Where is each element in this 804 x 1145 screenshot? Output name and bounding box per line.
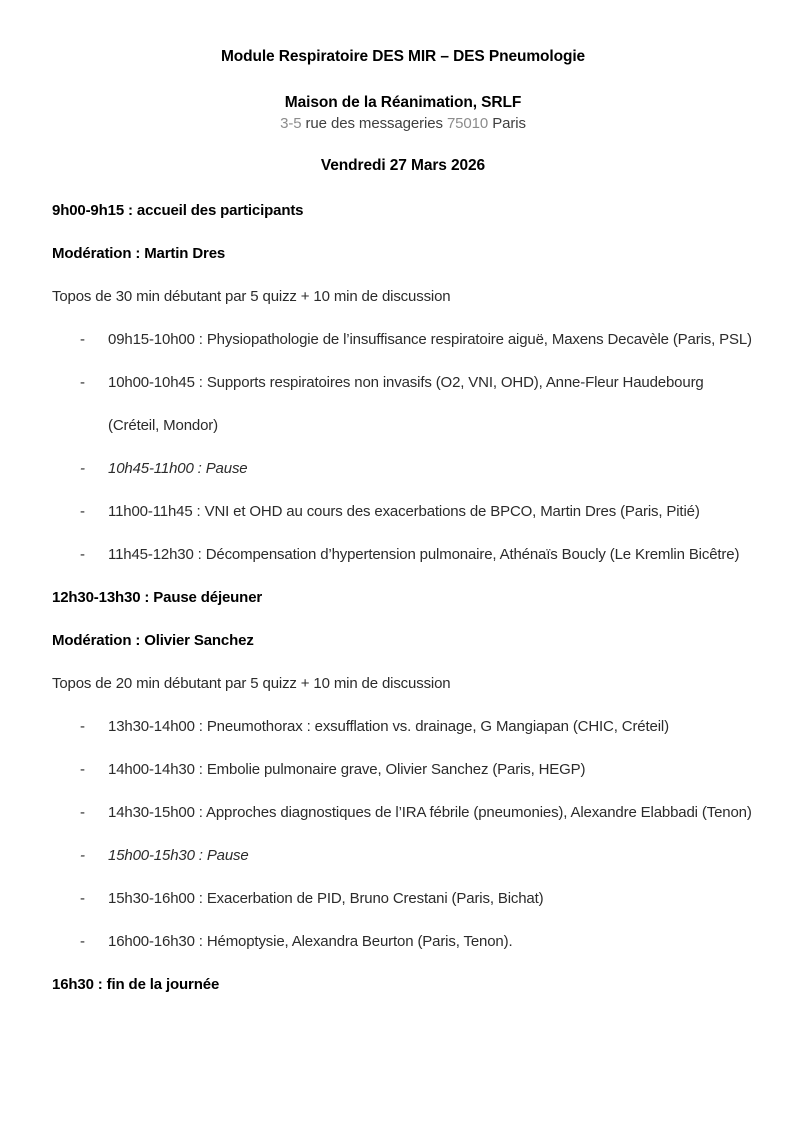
- bullet-dash: -: [80, 933, 85, 950]
- venue-address: [52, 113, 754, 134]
- format-note-2: Topos de 20 min débutant par 5 quizz + 10 min de discussion: [52, 675, 451, 692]
- session-2-list: [52, 705, 754, 963]
- format-note-1: Topos de 30 min débutant par 5 quizz + 10 min de discussion: [52, 288, 451, 305]
- bullet-dash: -: [80, 460, 85, 477]
- schedule-item: [52, 748, 754, 791]
- schedule-item: [52, 533, 754, 576]
- bullet-dash: -: [80, 761, 85, 778]
- session-1-list: [52, 318, 754, 576]
- schedule-item-text: 11h00-11h45 : VNI et OHD au cours des exacerbations de BPCO, Martin Dres (Paris, Pitié): [108, 503, 700, 520]
- bullet-dash: -: [80, 804, 85, 821]
- bullet-dash: -: [80, 847, 85, 864]
- address-zip: 75010: [446, 115, 493, 132]
- closing-heading: 16h30 : fin de la journée: [52, 976, 220, 993]
- bullet-dash: -: [80, 718, 85, 735]
- schedule-item-text: 16h00-16h30 : Hémoptysie, Alexandra Beurton (Paris, Tenon).: [108, 933, 513, 950]
- schedule-item: [52, 490, 754, 533]
- event-date: Vendredi 27 Mars 2026: [320, 157, 486, 174]
- schedule-item: [52, 361, 754, 447]
- pause-item: [52, 834, 754, 877]
- moderation-heading-2: Modération : Olivier Sanchez: [52, 632, 254, 649]
- address-street: rue des messageries: [305, 115, 447, 132]
- bullet-dash: -: [80, 546, 85, 563]
- schedule-item-text: 14h30-15h00 : Approches diagnostiques de l’IRA fébrile (pneumonies), Alexandre Elabbadi (Tenon): [108, 804, 752, 821]
- pause-item-text: 15h00-15h30 : Pause: [108, 847, 249, 864]
- pause-item-text: 10h45-11h00 : Pause: [108, 460, 248, 477]
- pause-item: [52, 447, 754, 490]
- schedule-item-text: 14h00-14h30 : Embolie pulmonaire grave, Olivier Sanchez (Paris, HEGP): [108, 761, 586, 778]
- moderation-heading-1: Modération : Martin Dres: [52, 245, 226, 262]
- bullet-dash: -: [80, 503, 85, 520]
- schedule-item: [52, 920, 754, 963]
- schedule-item-text: 10h00-10h45 : Supports respiratoires non invasifs (O2, VNI, OHD), Anne-Fleur Haudebourg (Créteil, Mondor): [108, 374, 704, 434]
- schedule-item-text: 15h30-16h00 : Exacerbation de PID, Bruno Crestani (Paris, Bichat): [108, 890, 544, 907]
- schedule-item: [52, 877, 754, 920]
- bullet-dash: -: [80, 374, 85, 391]
- schedule-item: [52, 791, 754, 834]
- address-city: Paris: [492, 115, 526, 132]
- venue-name: Maison de la Réanimation, SRLF: [284, 94, 522, 111]
- schedule-item: [52, 705, 754, 748]
- bullet-dash: -: [80, 890, 85, 907]
- document-title: Module Respiratoire DES MIR – DES Pneumologie: [220, 48, 586, 65]
- address-street-number: 3-5: [280, 115, 306, 132]
- lunch-heading: 12h30-13h30 : Pause déjeuner: [52, 589, 263, 606]
- opening-heading: 9h00-9h15 : accueil des participants: [52, 202, 304, 219]
- schedule-item-text: 11h45-12h30 : Décompensation d’hypertension pulmonaire, Athénaïs Boucly (Le Kremlin Bicêtre): [108, 546, 740, 563]
- bullet-dash: -: [80, 331, 85, 348]
- schedule-item: [52, 318, 754, 361]
- schedule-item-text: 09h15-10h00 : Physiopathologie de l’insuffisance respiratoire aiguë, Maxens Decavèle (Paris, PSL): [108, 331, 752, 348]
- schedule-item-text: 13h30-14h00 : Pneumothorax : exsufflation vs. drainage, G Mangiapan (CHIC, Créteil): [108, 718, 669, 735]
